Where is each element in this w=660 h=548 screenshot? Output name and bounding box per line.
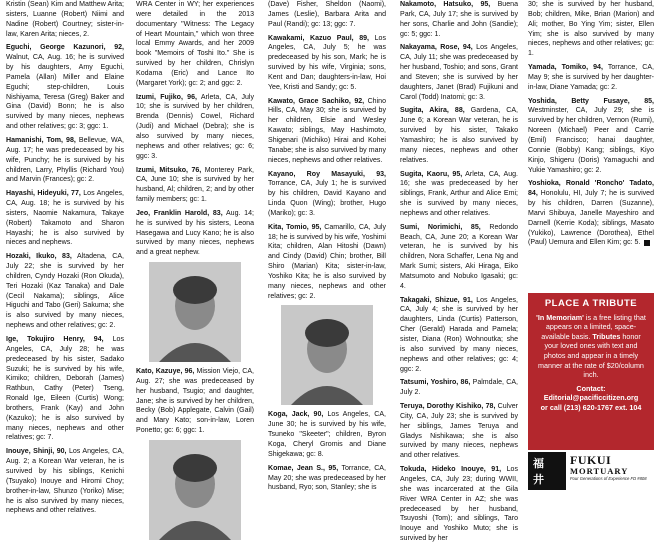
obituary-entry [136,367,254,436]
obituary-entry [268,170,386,219]
obituary-name: Yoshida, Betty Fusaye, 85, [528,97,654,105]
obituary-text: Camarillo, CA, July 18; he is survived by his wife, Yoshimi Kita; children, Alan Hitoshi (Dawn) and Cindy (David) Chin; brother, Bill Shiro (Marian) Kita; sister-in-law, Yoshiko Kita; he is also survived by many nieces, nephews and other relatives; gc: 2. [268,223,386,300]
fukui-logo [528,452,566,490]
obituary-entry [6,252,124,331]
obituary-text: Torrance, CA, May 9; she is survived by her daughter-in-law, Diane Yamada; gc: 2. [528,64,654,91]
obituary-name: Kita, Tomio, 95, [268,223,322,231]
obituary-text: (Dave) Fisher, Sheldon (Naomi), James (Leslie), Barbara Arita and Paul (Randi); gc: 13; ggc: 7. [268,1,386,28]
tribute-contact-label: Contact: [576,383,606,393]
logo-char-1: 福 [533,458,544,470]
obituary-entry [136,93,254,162]
obituary-entry [268,0,386,30]
obituary-name: Komae, Jean S., 95, [268,464,339,472]
obituary-text: Walnut, CA, Aug. 16; he is survived by his daughters, Amy Eguchi, Pamela (Allan) Miller and Elaine Eguchi; step-children, Louis Nishiyama, Teresa (Greg) Baker and Gina (David) Bonn; he is also survived by many nieces, nephews and other relatives; gc: 3; ggc: 1. [6,54,124,131]
obituary-text: 30; she is survived by her husband, Bob; children, Mike, Brian (Marion) and Ali; mother, Bo Ying Yim; sister, Ellen Yim; she is also survived by many nieces, nephews and other relatives; gc: 1. [528,1,654,58]
obituary-entry [268,410,386,459]
obituary-entry [400,378,518,398]
obituary-text: Arleta, CA, July 10; she is survived by her children, Brenda (Dennis) Cowel, Richard (Judi) and Michael (Debra); she is also survived by many nieces, nephews and other relatives; gc: 6; ggc: 3. [136,93,255,160]
column-3 [268,0,386,497]
obituary-text: Aug. 14; he is survived by his sisters, Leona Hasegawa and Lucy Kano; he is also survived by many nieces, nephews and a great nephew. [136,209,254,257]
obituary-name: Jeo, Franklin Harold, 83, [136,209,223,217]
obituary-name: Tatsumi, Yoshiro, 86, [400,379,471,387]
obituary-entry [268,97,386,166]
obituary-text: Gardena, CA, June 6; a Korean War veteran, he is survived by his sister, Takako Yamashiro; he is also survived by many nieces, nephews and other relatives. [400,107,518,164]
obituary-entry [528,97,654,176]
obituary-text: Los Angeles, CA, Aug. 18; he is survived by his sisters, Naomie Nakamura, Takaye (Robert) Takamoto and Sharon Hayashi; he is also survived by nieces and nephews. [6,190,124,247]
column-4 [400,0,518,548]
obituary-text: Buena Park, CA, July 17; she is survived by her sons, Charlie and John (Sandie); gc: 5; ggc: 1. [400,1,518,38]
obituary-entry [528,63,654,93]
tribute-body-tail: honor your loved ones with text and photos and appear in a timely manner at the rate of $20/column inch. [538,331,644,380]
logo-char-2: 井 [533,474,544,486]
column-1 [6,0,124,520]
obituary-entry [268,464,386,494]
tribute-heading: PLACE A TRIBUTE [544,298,638,309]
obituary-name: Izumi, Fujiko, 96, [136,93,197,101]
obituary-name: Sugita, Akira, 88, [400,107,465,115]
obituary-name: Teruya, Dorothy Kishiko, 78, [400,403,496,411]
obituary-text: Honolulu, HI, July 7; he is survived by his children, Darren (Suzanne), Marvi Shibuya, Janelle Mayeshiro and Darnell (Kerrie Koda); siblings, Masato (Yukiko), Lawrence (Dorothea), Ethel (Paul) Uemura and Ellen Kim; gc: 5. [528,190,654,247]
obituary-text: Culver City, CA, July 23; she is survived by her siblings, James Teruya and Gladys Nishikawa; she is also survived by many nieces, nephews and other relatives. [400,403,518,460]
end-of-section-mark [644,240,650,246]
obituary-text: Chino Hills, CA, May 30; she is survived by her children, Elsie and Wesley Kawato; siblings, May Hashimoto, Shigenari (Michiko) Hirai and Kohei Tanabe; she is also survived by many nieces, nephews and other relatives. [268,97,386,164]
obituary-entry [268,223,386,302]
obituary-name: Hamanishi, Tom, 98, [6,136,76,144]
obituary-name: Nakamoto, Hatsuko, 95, [400,1,491,8]
obituary-entry [6,447,124,516]
obituary-entry [136,0,254,89]
obituary-text: WRA Center in WY; her experiences were detailed in the 2013 documentary "Witness: The Legacy of Heart Mountain," which won three local Emmy Awards, and her 2009 book "Memoirs of Toshi Ito." She is survived by her children, Chrislyn Kodama (Eric) and Lance Ito (Margaret York); gc: 2; and ggc: 2. [136,1,254,87]
obituary-text: Los Angeles, CA, July 11; she was predeceased by her husband, Toshio; and sons, Grant and Steven; she is survived by her daughters, Janet (Brad) Fujikuni and Carol (Todd) Inatomi; gc: 3. [400,44,518,101]
obituary-name: Izumi, Mitsuko, 76, [136,166,202,174]
ad-tagline: Four Generations of Experience FD #808 [570,476,647,481]
obituary-entry [400,106,518,165]
obituary-text: Westminster, CA, July 29; she is survived by her children, Vernon (Rumi), Noreen (Michael) Peer and Carrie (Emil) Francisco; hanai daughter, Connie (Bobby) Kang; siblings, Kiyo Kinjo, Shigeru (Doris) Yamaguchi and Yukie Yamashiro; gc: 2. [528,107,654,174]
ad-name-line2: MORTUARY [570,466,629,476]
tribute-body [534,313,648,380]
obituary-entry [400,402,518,461]
tribute-body-lead: 'In Memoriam' [536,312,584,322]
obituary-entry [136,166,254,205]
tribute-contact-phone: or call (213) 620-1767 ext. 104 [540,402,642,412]
obituary-name: Kayano, Roy Masayuki, 93, [268,170,386,178]
obituary-name: Yamada, Tomiko, 94, [528,64,603,72]
obituary-text: Arleta, CA, Aug. 16; she was predeceased by her siblings, Frank, Arthur and Alice Emi; she is survived by many nieces, nephews and other relatives. [400,170,518,217]
obituary-entry [6,0,124,39]
obituary-photo [149,440,241,540]
obituary-text: Kristin (Sean) Kim and Matthew Arita; sisters, Luanne (Robert) Niimi and Nadine (Robert) Courtney; sister-in-law, Karen Arita; nieces, 2. [6,1,124,38]
obituary-name: Sumi, Norimichi, 85, [400,223,481,231]
obituary-text: Monterey Park, CA, June 10; she is survived by her husband, Al; children, 2; and by other family members; gc: 1. [136,166,255,204]
obituary-text: Los Angeles, CA, July 28; he was predeceased by his sister, Sadako Suzuki; he is survived by his wife, Kimiko; children, Deborah (James) Rathbun, Cathy (Peter) Tseng, Ronald Ige, Eileen (Curtis) Wong; brothers, Frank (Kay) and John (Kazuko); he is also survived by many nieces, nephews and other relatives; gc: 7. [6,336,124,442]
obituary-text: Altadena, CA, July 22; she is survived by her children, Cyndy Hozaki (Ron Okuda), Teri Hozaki (Kaz Tanaka) and Dale (Cecil Nakama); siblings, Alice Higuchi and Tabo (Geri) Sakuma; she is also survived by many nieces, nephews and other relatives; gc: 2. [6,253,124,330]
obituary-text: Los Angeles, CA, July 23; during WWII, she was incarcerated at the Gila River WRA Center in AZ; she was predeceased by her husband, Tsuyoshi (Tom); and siblings, Taro Inouye and Yoshiko Muto; she is survived by her [400,466,518,543]
obituary-entry [6,136,124,185]
obituary-name: Kato, Kazuye, 96, [136,368,195,376]
tribute-contact-email[interactable]: Editorial@pacificcitizen.org [543,393,639,403]
tribute-body-bold: Tributes [592,331,621,341]
obituary-name: Tokuda, Hideko Inouye, 91, [400,466,502,474]
obituary-entry [528,179,654,248]
obituary-entry [400,296,518,375]
obituary-entry [400,43,518,102]
obituary-text: Bellevue, WA, Aug. 17; he was predeceased by his wife, Punchy; he is survived by his children, Larry, Phyllis (Richard You) and Marvin (Frances); gc: 2. [6,136,124,184]
obituary-text: Torrance, CA, July 1; he is survived by his children, David Kayano and Linda Quon (Wing); brother, Hugo (Mariko); gc: 3. [268,180,386,217]
obituary-entry [136,209,254,258]
obituary-entry [400,465,518,544]
obituary-text: Redondo Beach, CA, June 20; a Korean War veteran, he is survived by his children, Nora Schaffer, Lena Ng and Mark Sumi; sisters, Aki Hiraga, Eiko Matsumoto and Nobuko Igasaki; gc: 4. [400,223,518,290]
obituary-text: Mission Viejo, CA, Aug. 27; she was predeceased by her husband, Tsugio; and daughter, Jane; she is survived by her children, Becky (Bob) Applegate, Calvin (Gail) and Mary Kato; son-in-law, Loren Ponetto; gc: 6; ggc: 1. [136,368,254,435]
obituary-text: Los Angeles, CA, June 30; he is survived by his wife, Tsuneko "Skeeter"; children, Byron Koga, Cheryl Gromis and Diane Shigekawa; gc: 8. [268,411,386,458]
obituary-photo [281,305,373,405]
obituary-text: Los Angeles, CA, Aug. 2; a Korean War veteran, he is survived by his siblings, Kenichi (Tsuyako) Inouye and Hiromi Choy; brother-in-law, Shunzo (Yoriko) Mise; he is also survived by many nieces, nephews and other relatives. [6,448,124,515]
obituary-name: Hayashi, Hideyuki, 77, [6,190,81,198]
obituary-name: Eguchi, George Kazunori, 92, [6,44,124,52]
obituary-photo [149,262,241,362]
obituary-entry [268,34,386,93]
ad-name-line1: FUKUI [570,453,612,467]
obituary-name: Inouye, Shinji, 90, [6,448,67,456]
fukui-mortuary-ad [528,452,654,490]
obituary-name: Hozaki, Ikuko, 83, [6,253,72,261]
obituary-text: Los Angeles, CA, July 4; she is survived by her daughters, Linda (Curtis) Patterson, Cher (Gerald) Harada and Pamela; sister, Diana (Ron) Wohnoutka; she is also survived by many nieces, nephews and other relatives; gc: 4; ggc: 2. [400,296,518,373]
obituary-name: Yoshioka, Ronald 'Roncho' Tadato, 84, [528,180,654,198]
obituary-text: Los Angeles, CA, July 5; he was predeceased by his son, Mark; he is survived by his wife, Virginia; sons, Kent and Dan; daughters-in-law, Hoi Yee, Kristi and Sandy; gc: 5. [268,34,386,91]
obituary-text: Torrance, CA, May 20; she was predeceased by her husband, Ryo; son, Stanley; she is [268,464,386,492]
column-5 [528,0,654,290]
obituary-text: Palmdale, CA, July 2. [400,379,518,397]
place-a-tribute-box [528,293,654,450]
obituary-name: Koga, Jack, 90, [268,411,324,419]
obituary-entry [400,0,518,39]
obituary-name: Sugita, Kaoru, 95, [400,170,463,178]
obituary-entry [400,223,518,292]
obituary-entry [6,335,124,443]
column-2 [136,0,254,545]
obituary-entry [6,43,124,132]
obituary-name: Nakayama, Rose, 94, [400,44,473,52]
obituary-name: Kawato, Grace Sachiko, 92, [268,97,365,105]
tribute-body-rest: is a free listing that appears on a limited, space-available basis. [541,312,646,341]
obituary-entry [6,189,124,248]
obituary-name: Takagaki, Shizue, 91, [400,296,473,304]
obituary-entry [528,0,654,59]
obituary-name: Ige, Tokujiro Henry, 94, [6,336,104,343]
obituary-name: Kawakami, Kazuo Paul, 89, [268,34,370,42]
obituary-entry [400,170,518,219]
